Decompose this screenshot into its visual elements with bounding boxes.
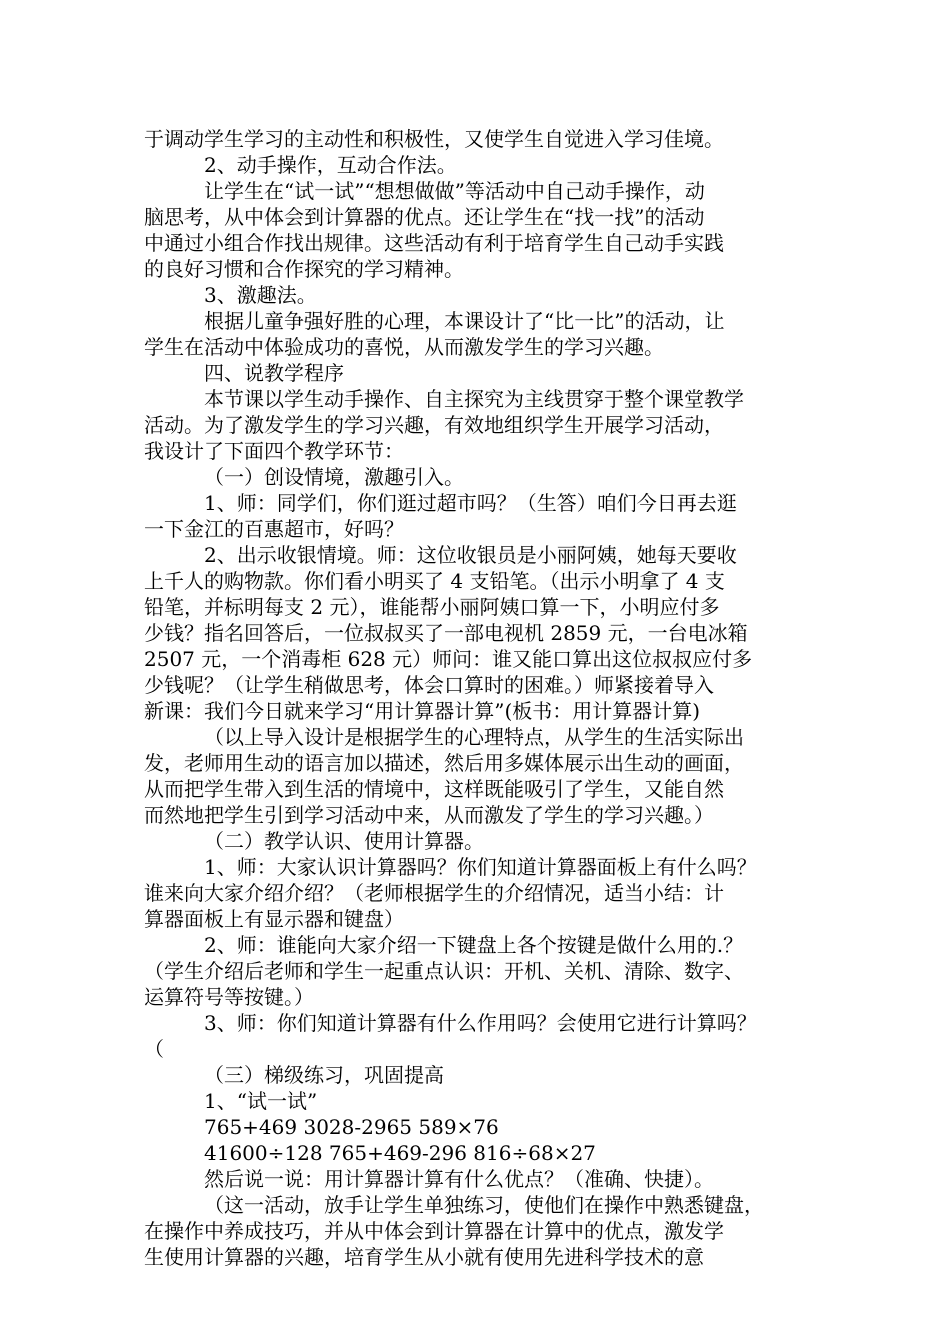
text-line: 本节课以学生动手操作、自主探究为主线贯穿于整个课堂教学 [204, 387, 744, 411]
text-line: 我设计了下面四个教学环节： [144, 439, 404, 463]
text-line: 3、师：你们知道计算器有什么作用吗？会使用它进行计算吗？ [204, 1011, 757, 1035]
text-line: 谁来向大家介绍介绍？（老师根据学生的介绍情况，适当小结：计 [144, 881, 724, 905]
text-line: 于调动学生学习的主动性和积极性，又使学生自觉进入学习佳境。 [144, 127, 724, 151]
text-line: 2、师：谁能向大家介绍一下键盘上各个按键是做什么用的.？ [204, 933, 744, 957]
text-line: 然后说一说：用计算器计算有什么优点？（准确、快捷）。 [204, 1167, 714, 1191]
section-heading: 四、说教学程序 [204, 361, 344, 385]
math-expressions: 41600÷128 765+469-296 816÷68×27 [204, 1141, 596, 1165]
text-line: 活动。为了激发学生的学习兴趣，有效地组织学生开展学习活动， [144, 413, 724, 437]
text-line: （以上导入设计是根据学生的心理特点，从学生的生活实际出 [204, 725, 744, 749]
text-line: （这一活动，放手让学生单独练习，使他们在操作中熟悉键盘， [204, 1193, 764, 1217]
text-line: 发，老师用生动的语言加以描述，然后用多媒体展示出生动的画面， [144, 751, 744, 775]
math-expressions: 765+469 3028-2965 589×76 [204, 1115, 499, 1139]
text-line: 上千人的购物款。你们看小明买了 4 支铅笔。（出示小明拿了 4 支 [144, 569, 725, 593]
text-line: 算器面板上有显示器和键盘） [144, 907, 404, 931]
subsection-heading: （一）创设情境，激趣引入。 [204, 465, 464, 489]
text-line: 1、师：大家认识计算器吗？你们知道计算器面板上有什么吗？ [204, 855, 757, 879]
text-line: 新课：我们今日就来学习“用计算器计算”(板书：用计算器计算) [144, 699, 701, 723]
text-line: 的良好习惯和合作探究的学习精神。 [144, 257, 464, 281]
text-line: 少钱呢？（让学生稍做思考，体会口算时的困难。）师紧接着导入 [144, 673, 714, 697]
text-line: 1、“试一试” [204, 1089, 318, 1113]
text-line: 2507 元，一个消毒柜 628 元）师问：谁又能口算出这位叔叔应付多 [144, 647, 753, 671]
text-line: 2、动手操作，互动合作法。 [204, 153, 457, 177]
text-line: （ [144, 1037, 164, 1061]
text-line: （学生介绍后老师和学生一起重点认识：开机、关机、清除、数字、 [144, 959, 744, 983]
text-line: 而然地把学生引到学习活动中来，从而激发了学生的学习兴趣。） [144, 803, 714, 827]
text-line: 让学生在“试一试”“想想做做”等活动中自己动手操作，动 [204, 179, 705, 203]
text-line: 运算符号等按键。） [144, 985, 314, 1009]
text-line: 3、激趣法。 [204, 283, 317, 307]
text-line: 1、师：同学们，你们逛过超市吗？（生答）咱们今日再去逛 [204, 491, 737, 515]
subsection-heading: （二）教学认识、使用计算器。 [204, 829, 484, 853]
text-line: 少钱？指名回答后，一位叔叔买了一部电视机 2859 元，一台电冰箱 [144, 621, 748, 645]
text-line: 从而把学生带入到生活的情境中，这样既能吸引了学生，又能自然 [144, 777, 724, 801]
text-line: 根据儿童争强好胜的心理，本课设计了“比一比”的活动，让 [204, 309, 725, 333]
text-line: 学生在活动中体验成功的喜悦，从而激发学生的学习兴趣。 [144, 335, 664, 359]
subsection-heading: （三）梯级练习，巩固提高 [204, 1063, 444, 1087]
text-line: 中通过小组合作找出规律。这些活动有利于培育学生自己动手实践 [144, 231, 724, 255]
text-line: 铅笔，并标明每支 2 元），谁能帮小丽阿姨口算一下，小明应付多 [144, 595, 720, 619]
text-line: 2、出示收银情境。师：这位收银员是小丽阿姨，她每天要收 [204, 543, 737, 567]
text-line: 脑思考，从中体会到计算器的优点。还让学生在“找一找”的活动 [144, 205, 705, 229]
text-line: 生使用计算器的兴趣，培育学生从小就有使用先进科学技术的意 [144, 1245, 704, 1269]
text-line: 一下金江的百惠超市，好吗？ [144, 517, 404, 541]
text-line: 在操作中养成技巧，并从中体会到计算器在计算中的优点，激发学 [144, 1219, 724, 1243]
